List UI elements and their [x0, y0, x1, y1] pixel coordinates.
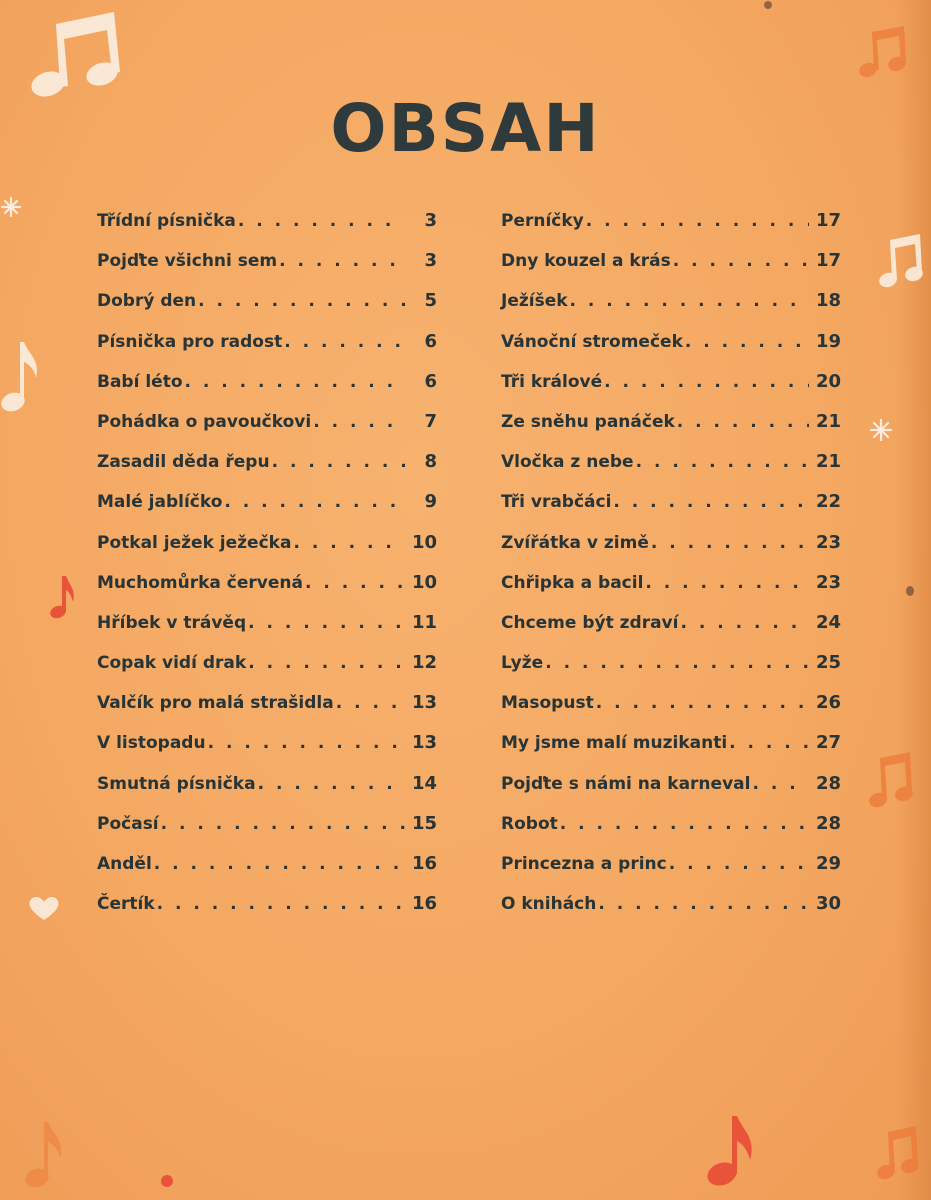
toc-entry-page: 18	[815, 290, 841, 312]
toc-entry	[501, 532, 841, 572]
toc-entry	[501, 773, 841, 813]
toc-entry	[501, 813, 841, 853]
toc-entry-page: 6	[424, 370, 437, 392]
toc-entry-page: 21	[815, 451, 841, 473]
music-note-icon	[22, 6, 127, 106]
toc-entry-title: Dny kouzel a krás	[501, 251, 671, 272]
toc-entry	[501, 290, 841, 330]
toc-entry	[501, 371, 841, 411]
toc-entry-title: Babí léto	[97, 371, 183, 392]
toc-entry-page: 29	[815, 853, 841, 874]
toc-entry-page: 7	[424, 410, 437, 432]
dot-icon	[762, 0, 774, 12]
toc-entry-page: 22	[815, 491, 841, 513]
toc-entry-title: Valčík pro malá strašidla	[97, 693, 334, 714]
dot-icon	[904, 584, 916, 598]
page-edge-shadow	[897, 0, 931, 1200]
sparkle-icon	[0, 196, 22, 218]
toc-entry	[501, 652, 841, 692]
toc-dot-leader	[570, 291, 809, 311]
toc-entry-title: Muchomůrka červená	[97, 572, 303, 593]
toc-entry	[501, 893, 841, 933]
toc-entry-page: 5	[424, 290, 437, 312]
toc-entry-page: 26	[815, 692, 841, 714]
toc-entry	[501, 612, 841, 652]
toc-entry-page: 3	[424, 210, 437, 231]
toc-dot-leader	[685, 332, 809, 352]
toc-entry	[97, 371, 437, 411]
toc-dot-leader	[645, 573, 809, 593]
toc-dot-leader	[636, 452, 809, 472]
toc-entry-title: Zvířátka v zimě	[501, 532, 649, 553]
toc-entry-page: 6	[424, 330, 437, 352]
toc-entry-title: Vánoční stromeček	[501, 331, 683, 352]
music-note-icon	[692, 1110, 768, 1190]
toc-entry	[501, 411, 841, 451]
music-note-icon	[48, 574, 78, 622]
toc-entry-page: 23	[815, 571, 841, 593]
toc-dot-leader	[336, 693, 405, 713]
toc-dot-leader	[586, 211, 809, 231]
toc-entry-page: 13	[411, 692, 437, 714]
toc-dot-leader	[669, 854, 809, 874]
toc-entry-page: 10	[411, 531, 437, 553]
toc-dot-leader	[313, 412, 405, 432]
toc-dot-leader	[560, 814, 809, 834]
toc-entry-title: Ježíšek	[501, 291, 568, 312]
toc-entry-page: 19	[815, 330, 841, 352]
toc-entry-page: 15	[411, 812, 437, 834]
toc-dot-leader	[729, 733, 809, 753]
toc-entry	[501, 732, 841, 772]
toc-entry	[97, 331, 437, 371]
toc-entry-page: 17	[815, 250, 841, 272]
dot-icon	[160, 1174, 174, 1188]
toc-entry	[501, 451, 841, 491]
toc-entry-title: Malé jablíčko	[97, 492, 223, 513]
toc-entry-title: Anděl	[97, 854, 152, 874]
toc-dot-leader	[208, 733, 405, 753]
toc-entry-title: Pojďte s námi na karneval	[501, 773, 751, 794]
toc-entry-title: Robot	[501, 813, 558, 834]
toc-dot-leader	[677, 412, 809, 432]
toc-entry-page: 10	[411, 571, 437, 593]
toc-entry-title: Hříbek v trávěq	[97, 612, 247, 633]
toc-dot-leader	[258, 774, 405, 794]
toc-entry	[501, 572, 841, 612]
toc-entry-title: Perníčky	[501, 211, 584, 231]
toc-entry	[501, 250, 841, 290]
toc-entry	[97, 572, 437, 612]
toc-entry	[97, 612, 437, 652]
toc-entry-page: 12	[411, 652, 437, 674]
toc-entry	[97, 290, 437, 330]
toc-entry-title: Lyže	[501, 653, 544, 674]
toc-entry	[97, 491, 437, 531]
toc-dot-leader	[248, 653, 405, 673]
toc-entry-title: Tři vrabčáci	[501, 492, 612, 513]
toc-entry	[97, 652, 437, 692]
toc-entry-title: Dobrý den	[97, 291, 197, 312]
toc-dot-leader	[154, 854, 405, 874]
toc-entry	[97, 411, 437, 451]
toc-entry	[501, 210, 841, 250]
toc-dot-leader	[545, 653, 809, 673]
toc-entry	[97, 853, 437, 893]
music-note-icon	[876, 1124, 924, 1184]
toc-entry-page: 25	[815, 652, 841, 674]
toc-entry	[97, 813, 437, 853]
toc-entry-page: 28	[815, 772, 841, 794]
toc-entry-page: 20	[815, 370, 841, 392]
music-note-icon	[876, 232, 928, 292]
toc-entry-title: Čertík	[97, 894, 155, 915]
toc-entry-title: My jsme malí muzikanti	[501, 733, 728, 754]
toc-dot-leader	[185, 372, 405, 392]
toc-entry-page: 3	[424, 250, 437, 272]
toc-dot-leader	[224, 492, 405, 512]
toc-entry-title: Počasí	[97, 813, 159, 834]
toc-entry-page: 13	[411, 732, 437, 754]
toc-entry-title: Chřipka a bacil	[501, 572, 644, 593]
toc-entry-title: Smutná písnička	[97, 773, 256, 794]
toc-entry-page: 14	[411, 772, 437, 794]
toc-entry-title: Ze sněhu panáček	[501, 411, 675, 432]
toc-entry	[501, 331, 841, 371]
toc-entry	[97, 773, 437, 813]
toc-entry-page: 11	[411, 611, 437, 633]
toc-entry-title: Pojďte všichni sem	[97, 251, 278, 272]
toc-entry-page: 28	[815, 812, 841, 834]
toc-entry	[97, 532, 437, 572]
toc-entry-page: 9	[424, 491, 437, 513]
page-title: OBSAH	[330, 90, 601, 168]
toc-entry-title: Zasadil děda řepu	[97, 452, 270, 473]
toc-entry	[97, 210, 437, 250]
toc-entry-title: Vločka z nebe	[501, 452, 634, 473]
toc-entry-page: 8	[424, 451, 437, 473]
toc-dot-leader	[272, 452, 405, 472]
toc-dot-leader	[198, 291, 405, 311]
toc-entry-title: Třídní písnička	[97, 211, 236, 231]
toc-entry-page: 16	[411, 853, 437, 874]
toc-entry-title: Písnička pro radost	[97, 331, 283, 352]
toc-dot-leader	[680, 613, 809, 633]
toc-dot-leader	[598, 894, 809, 914]
music-note-icon	[24, 1118, 70, 1192]
toc-dot-leader	[248, 613, 405, 633]
toc-dot-leader	[604, 372, 809, 392]
toc-entry-title: V listopadu	[97, 733, 206, 754]
toc-dot-leader	[238, 211, 405, 231]
toc-dot-leader	[651, 533, 809, 553]
toc-entry	[501, 491, 841, 531]
toc-dot-leader	[673, 251, 809, 271]
toc-entry-title: Copak vidí drak	[97, 653, 247, 674]
toc-dot-leader	[161, 814, 405, 834]
sparkle-icon	[869, 418, 893, 442]
music-note-icon	[0, 338, 44, 418]
heart-icon	[26, 894, 62, 922]
toc-dot-leader	[752, 774, 809, 794]
toc-entry	[97, 732, 437, 772]
toc-dot-leader	[305, 573, 405, 593]
toc-entry-page: 30	[815, 893, 841, 915]
toc-entry-page: 16	[411, 893, 437, 915]
toc-entry-title: Princezna a princ	[501, 854, 667, 874]
toc-entry	[97, 250, 437, 290]
toc-entry	[97, 692, 437, 732]
toc-dot-leader	[279, 251, 405, 271]
toc-dot-leader	[613, 492, 809, 512]
toc-entry-title: Tři králové	[501, 371, 603, 392]
toc-column-right	[501, 210, 841, 933]
toc-entry-page: 17	[815, 210, 841, 231]
toc-entry-page: 27	[815, 732, 841, 754]
toc-entry-page: 21	[815, 410, 841, 432]
toc-entry-page: 23	[815, 531, 841, 553]
toc-entry	[501, 692, 841, 732]
toc-entry-title: Chceme být zdraví	[501, 612, 679, 633]
toc-column-left	[97, 210, 437, 933]
toc-entry-title: Potkal ježek ježečka	[97, 532, 292, 553]
music-note-icon	[866, 750, 918, 812]
toc-entry-title: O knihách	[501, 894, 597, 915]
toc-entry-title: Pohádka o pavoučkovi	[97, 411, 312, 432]
toc-entry	[501, 853, 841, 893]
toc-entry	[97, 451, 437, 491]
toc-dot-leader	[284, 332, 405, 352]
music-note-icon	[852, 22, 912, 82]
toc-dot-leader	[293, 533, 405, 553]
toc-entry-page: 24	[815, 611, 841, 633]
toc-entry	[97, 893, 437, 933]
toc-entry-title: Masopust	[501, 693, 594, 714]
toc-dot-leader	[596, 693, 809, 713]
toc-dot-leader	[157, 894, 405, 914]
